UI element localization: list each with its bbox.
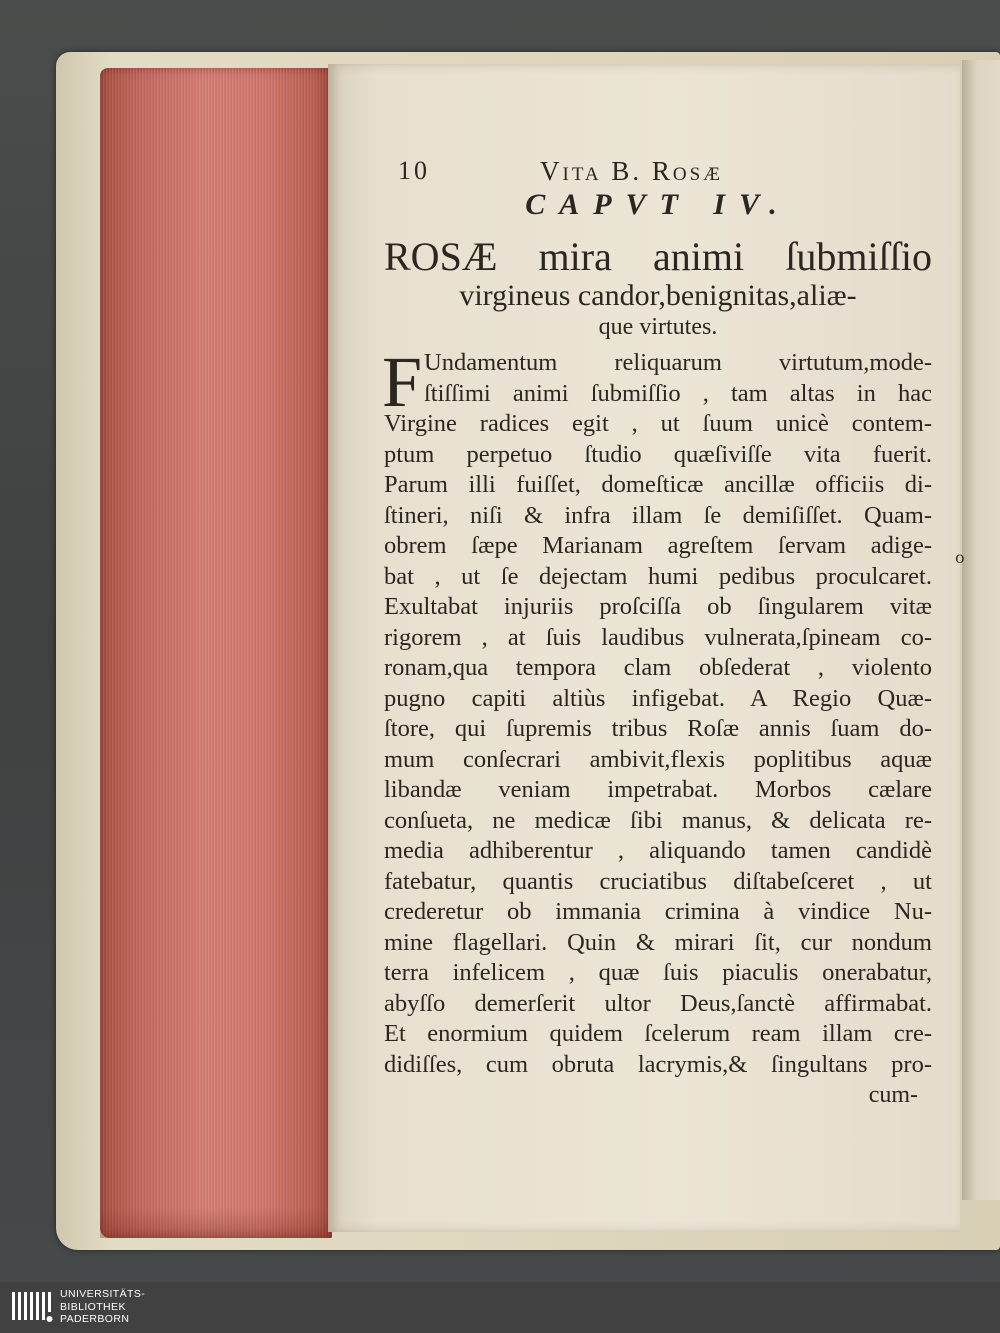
running-head: Vita B. Rosæ	[540, 156, 724, 186]
text-line: mine flagellari. Quin & mirari ſit, cur nondum	[384, 928, 932, 956]
drop-cap: F	[382, 342, 423, 422]
chapter-title-line-3: que virtutes.	[598, 314, 718, 340]
library-name-line: PADERBORN	[60, 1313, 130, 1325]
text-line: ſtore, qui ſupremis tribus Roſæ annis ſuam do-	[384, 715, 932, 742]
text-line: Exultabat injuriis proſciſſa ob ſingularem vitæ	[384, 593, 932, 620]
text-line: libandæ veniam impetrabat. Morbos cælare	[384, 776, 932, 803]
text-line: didiſſes, cum obruta lacrymis,& ſingultans pro-	[384, 1050, 932, 1078]
text-line: conſueta, ne medicæ ſibi manus, & delicata re-	[384, 806, 932, 834]
text-line: ptum perpetuo ſtudio quæſiviſſe vita fuerit.	[384, 440, 932, 468]
text-line: bat , ut ſe dejectam humi pedibus proculcaret.	[384, 562, 932, 590]
text-line: pugno capiti altiùs infigebat. A Regio Quæ-	[384, 684, 932, 712]
body-text	[382, 342, 932, 1109]
text-line: ronam,qua tempora clam obſederat , violento	[384, 654, 932, 681]
catchword: cum-	[868, 1082, 918, 1108]
chapter-title-line-2: virgineus candor,benignitas,aliæ-	[459, 279, 857, 312]
footer-bar	[0, 1282, 1000, 1333]
margin-mark: o	[955, 548, 965, 567]
text-line: Et enormium quidem ſcelerum ream illam cre-	[384, 1020, 932, 1047]
text-line: crederetur ob immania crimina à vindice Nu-	[384, 898, 932, 925]
text-line: media adhiberentur , aliquando tamen candidè	[384, 837, 932, 864]
chapter-heading: CAPVT IV.	[525, 188, 791, 221]
text-line: abyſſo demerſerit ultor Deus,ſanctè affirmabat.	[384, 989, 932, 1017]
text-line: rigorem , at ſuis laudibus vulnerata,ſpineam co-	[384, 623, 932, 651]
text-line: fatebatur, quantis cruciatibus diſtabeſceret , ut	[384, 867, 932, 895]
text-line: mum conſecrari ambivit,flexis poplitibus aquæ	[384, 745, 932, 773]
text-line: ſtiſſimi animi ſubmiſſio , tam altas in hac	[424, 379, 932, 407]
library-name	[60, 1288, 145, 1326]
text-line: Parum illi fuiſſet, domeſticæ ancillæ officiis di-	[384, 471, 932, 498]
library-logo-icon	[10, 1288, 54, 1328]
text-line: obrem ſæpe Marianam agreſtem ſervam adige-	[384, 532, 932, 559]
page-header	[384, 150, 932, 190]
library-name-line: UNIVERSITÄTS-	[60, 1288, 146, 1300]
chapter-title-line-1: ROSÆ mira animi ſubmiſſio	[384, 234, 932, 279]
page-content	[384, 150, 932, 1109]
text-line: ſtineri, niſi & infra illam ſe demiſiſſet. Quam-	[384, 501, 932, 529]
page-number: 10	[398, 156, 430, 185]
text-line: Undamentum reliquarum virtutum,mode-	[424, 349, 932, 376]
facing-page-edge	[962, 60, 1000, 1200]
text-line: Virgine radices egit , ut ſuum unicè contem-	[384, 410, 932, 437]
text-line: terra infelicem , quæ ſuis piaculis onerabatur,	[384, 959, 932, 986]
red-page-edges	[100, 68, 332, 1238]
library-name-line: BIBLIOTHEK	[60, 1300, 126, 1313]
